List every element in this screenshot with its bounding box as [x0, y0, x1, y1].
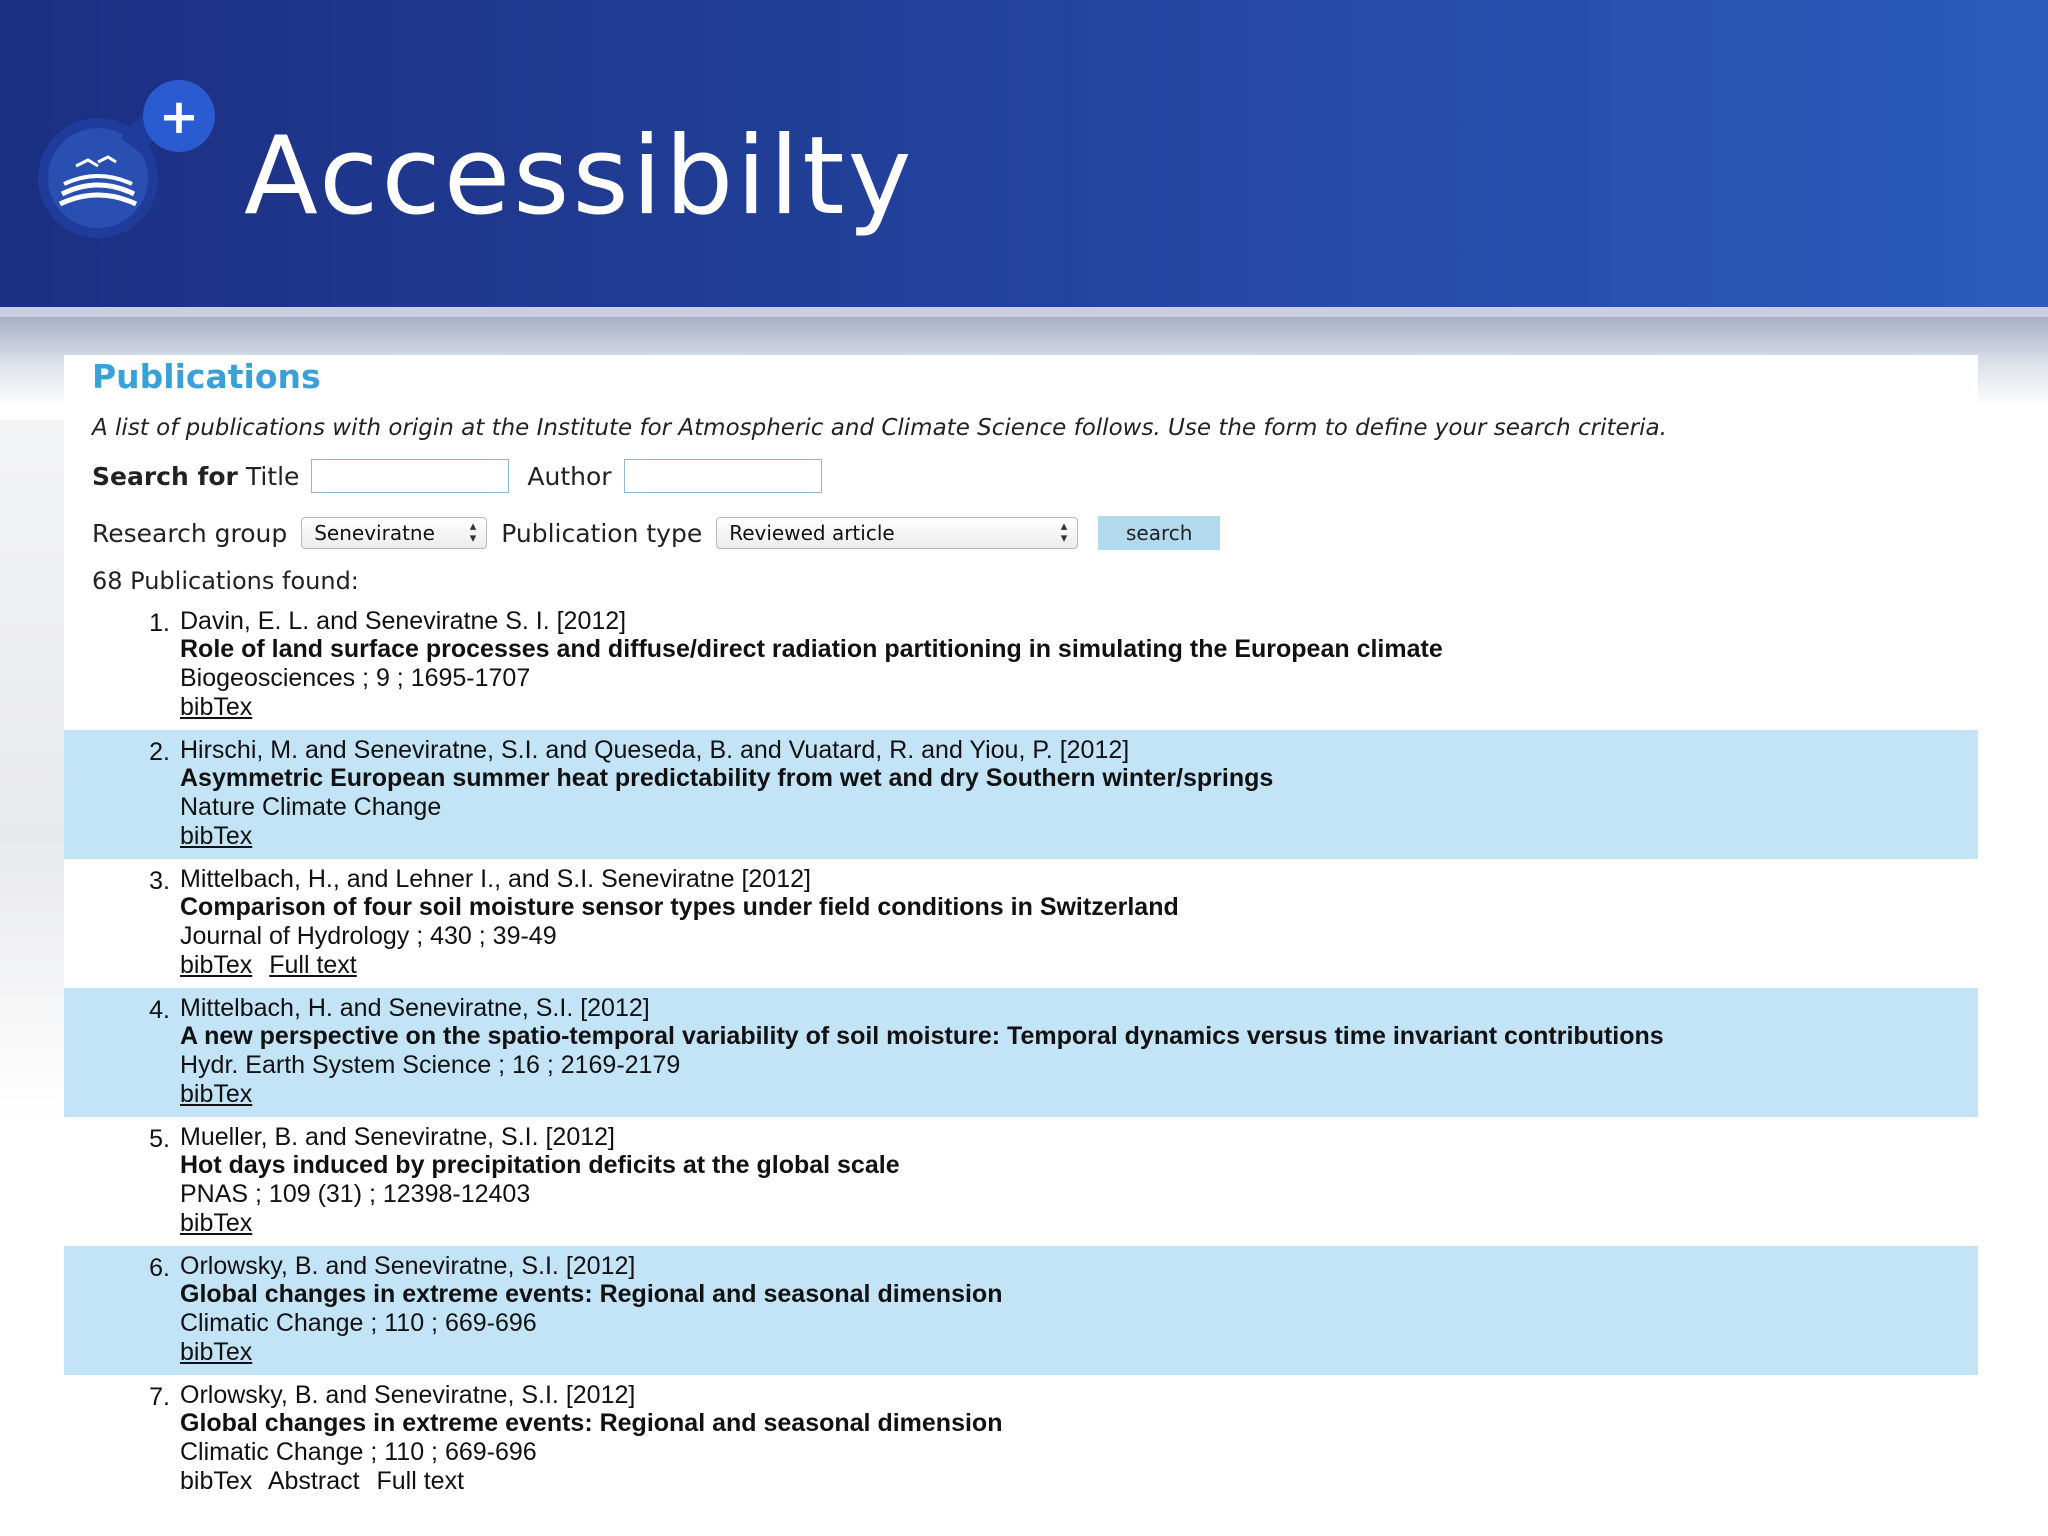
item-authors: Mueller, B. and Seneviratne, S.I. [2012] — [180, 1123, 615, 1151]
publication-type-select[interactable] — [716, 517, 1078, 549]
list-item — [64, 988, 1978, 1117]
bibtex-link[interactable]: bibTex — [180, 822, 253, 850]
item-journal: Hydr. Earth System Science ; 16 ; 2169-2179 — [180, 1051, 681, 1079]
item-links — [180, 822, 262, 851]
title-input[interactable] — [311, 459, 509, 493]
bibtex-link[interactable]: bibTex — [180, 1467, 253, 1491]
item-journal: Climatic Change ; 110 ; 669-696 — [180, 1438, 537, 1466]
item-number: 4. — [149, 996, 170, 1024]
publication-type-value: Reviewed article — [729, 521, 895, 545]
publication-type-label: Publication type — [501, 518, 703, 548]
search-for-label: Search for — [92, 461, 238, 491]
results-count: 68 Publications found: — [92, 567, 359, 595]
item-title: Global changes in extreme events: Regional and seasonal dimension — [180, 1280, 1003, 1308]
bibtex-link[interactable]: bibTex — [180, 951, 253, 979]
item-authors: Orlowsky, B. and Seneviratne, S.I. [2012] — [180, 1252, 636, 1280]
item-number: 3. — [149, 867, 170, 895]
item-title: Role of land surface processes and diffuse/direct radiation partitioning in simulating the European climate — [180, 635, 1443, 663]
list-item — [64, 1117, 1978, 1246]
item-number: 5. — [149, 1125, 170, 1153]
select-arrows-icon: ▴ ▾ — [469, 519, 477, 546]
list-item — [64, 1375, 1978, 1491]
slide-title: Accessibilty — [244, 114, 915, 239]
item-number: 2. — [149, 738, 170, 766]
publications-panel — [64, 355, 1978, 1491]
item-title: Hot days induced by precipitation deficits at the global scale — [180, 1151, 900, 1179]
item-title: Comparison of four soil moisture sensor types under field conditions in Switzerland — [180, 893, 1179, 921]
item-authors: Davin, E. L. and Seneviratne S. I. [2012] — [180, 607, 627, 635]
item-authors: Orlowsky, B. and Seneviratne, S.I. [2012] — [180, 1381, 636, 1409]
item-number: 6. — [149, 1254, 170, 1282]
filter-row — [92, 515, 1220, 551]
item-journal: Biogeosciences ; 9 ; 1695-1707 — [180, 664, 531, 692]
abstract-link[interactable]: Abstract — [267, 1467, 360, 1491]
item-journal: Nature Climate Change — [180, 793, 442, 821]
list-item — [64, 730, 1978, 859]
item-authors: Hirschi, M. and Seneviratne, S.I. and Queseda, B. and Vuatard, R. and Yiou, P. [2012] — [180, 736, 1130, 764]
list-item — [64, 1246, 1978, 1375]
list-item — [64, 859, 1978, 988]
item-links — [180, 1080, 262, 1109]
research-group-value: Seneviratne — [314, 521, 435, 545]
item-title: A new perspective on the spatio-temporal variability of soil moisture: Temporal dynamics versus time invariant contributions — [180, 1022, 1664, 1050]
search-row — [92, 456, 840, 496]
item-links — [180, 693, 262, 722]
full-text-link[interactable]: Full text — [269, 951, 357, 979]
author-label: Author — [527, 461, 612, 491]
select-arrows-icon: ▴ ▾ — [1060, 519, 1068, 546]
item-number: 7. — [149, 1383, 170, 1411]
list-item — [64, 601, 1978, 730]
title-label: Title — [245, 461, 300, 491]
bibtex-link[interactable]: bibTex — [180, 693, 253, 721]
publication-list — [64, 601, 1978, 1491]
author-input[interactable] — [624, 459, 822, 493]
item-journal: Journal of Hydrology ; 430 ; 39-49 — [180, 922, 557, 950]
research-group-label: Research group — [92, 518, 288, 548]
item-authors: Mittelbach, H., and Lehner I., and S.I. Seneviratne [2012] — [180, 865, 811, 893]
page-title: Publications — [92, 357, 321, 396]
item-links — [180, 1209, 262, 1238]
item-links — [180, 1467, 474, 1491]
institute-logo-icon — [36, 76, 226, 246]
item-number: 1. — [149, 609, 170, 637]
item-authors: Mittelbach, H. and Seneviratne, S.I. [2012] — [180, 994, 650, 1022]
full-text-link[interactable]: Full text — [376, 1467, 465, 1491]
bibtex-link[interactable]: bibTex — [180, 1080, 253, 1108]
search-label — [92, 462, 299, 491]
item-journal: PNAS ; 109 (31) ; 12398-12403 — [180, 1180, 531, 1208]
svg-text:+: + — [158, 89, 200, 145]
bibtex-link[interactable]: bibTex — [180, 1209, 253, 1237]
item-title: Asymmetric European summer heat predictability from wet and dry Southern winter/springs — [180, 764, 1274, 792]
intro-text: A list of publications with origin at the Institute for Atmospheric and Climate Science follows. Use the form to define your search criteria. — [92, 415, 1667, 441]
item-links — [180, 1338, 262, 1367]
item-links — [180, 951, 367, 980]
item-title: Global changes in extreme events: Regional and seasonal dimension — [180, 1409, 1003, 1437]
research-group-select[interactable] — [301, 517, 487, 549]
bibtex-link[interactable]: bibTex — [180, 1338, 253, 1366]
header-divider — [0, 307, 2048, 317]
search-button[interactable]: search — [1098, 516, 1220, 550]
item-journal: Climatic Change ; 110 ; 669-696 — [180, 1309, 537, 1337]
